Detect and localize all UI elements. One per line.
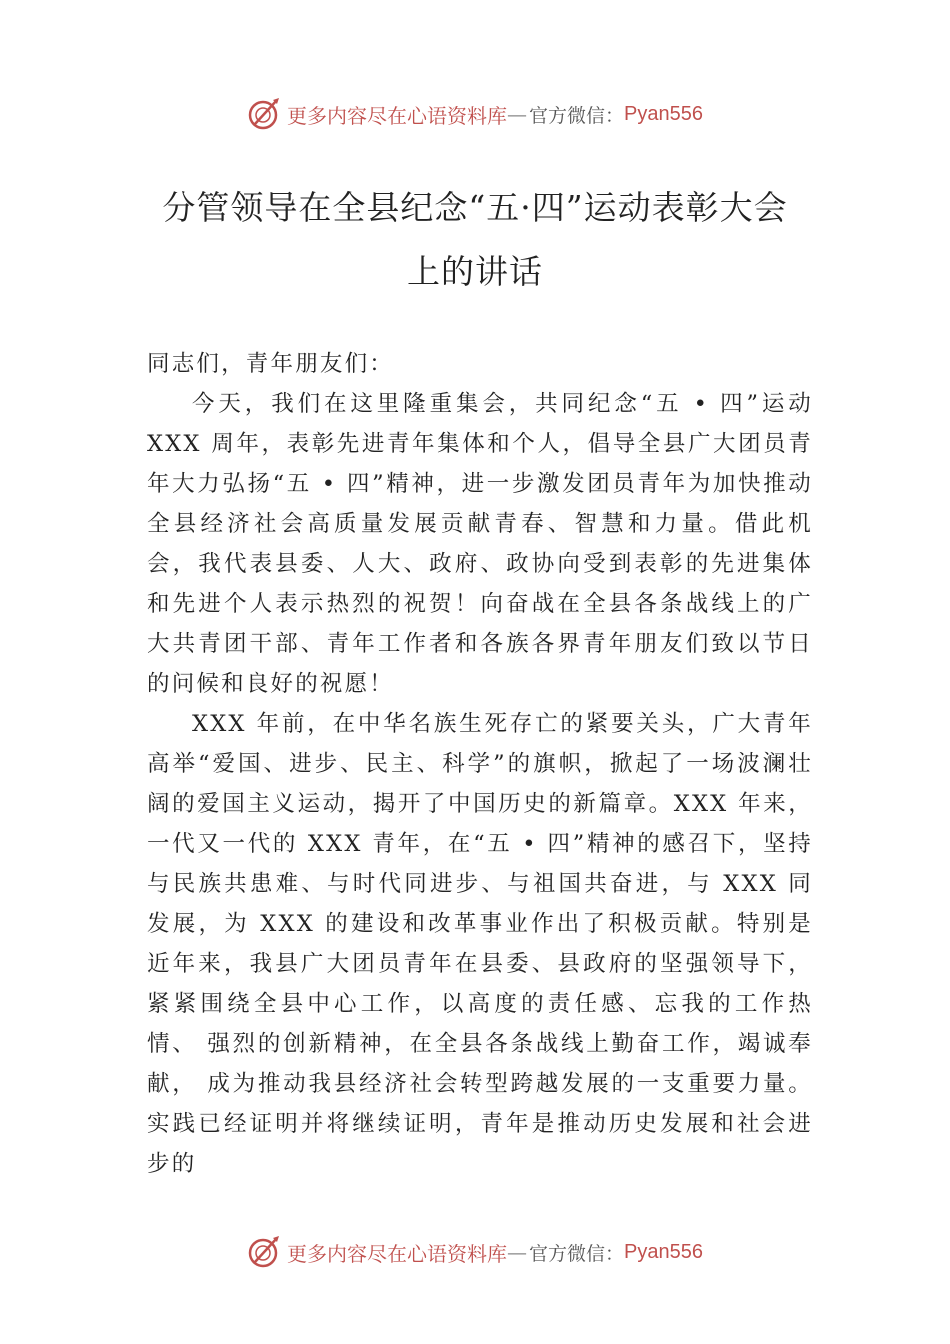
banner-separator: — bbox=[507, 1240, 527, 1264]
salutation: 同志们，青年朋友们： bbox=[147, 351, 395, 377]
title-line-1: 分管领导在全县纪念“五·四”运动表彰大会 bbox=[162, 188, 788, 227]
banner-slogan: 更多内容尽在心语资料库 bbox=[287, 103, 507, 128]
banner-wechat-id: Pyan556 bbox=[624, 102, 703, 125]
banner-separator: — bbox=[507, 102, 527, 126]
paragraph-1: 今天，我们在这里隆重集会，共同纪念“五 • 四”运动 XXX 周年，表彰先进青年集体和个人，倡导全县广大团员青年大力弘扬“五 • 四”精神，进一步激发团员青年为加快推动全县经济社会高质量发展贡献青春、智慧和力量。借此机会，我代表县委、人大、政府、政协向受到表彰的先进集体和先进个人表示热烈的祝贺！向奋战在全县各条战线上的广大共青团干部、青年工作者和各族各界青年朋友们致以节日的问候和良好的祝愿！ bbox=[147, 391, 813, 697]
banner-slogan: 更多内容尽在心语资料库 bbox=[287, 1241, 507, 1266]
header-banner bbox=[0, 94, 950, 134]
footer-banner bbox=[0, 1232, 950, 1272]
brand-logo-icon bbox=[247, 1234, 283, 1270]
document-body bbox=[147, 344, 813, 1184]
brand-logo-icon bbox=[247, 96, 283, 132]
banner-wechat-id: Pyan556 bbox=[624, 1240, 703, 1263]
title-line-2: 上的讲话 bbox=[407, 252, 543, 291]
banner-wechat-label: 官方微信： bbox=[529, 1242, 625, 1265]
paragraph-2: XXX 年前，在中华名族生死存亡的紧要关头，广大青年高举“爱国、进步、民主、科学”的旗帜，掀起了一场波澜壮阔的爱国主义运动，揭开了中国历史的新篇章。XXX 年来，一代又一代的 XXX 青年，在“五 • 四”精神的感召下，坚持与民族共患难、与时代同进步、与祖国共奋进，与 XXX 同发展，为 XXX 的建设和改革事业作出了积极贡献。特别是近年来，我县广大团员青年在县委、县政府的坚强领导下， 紧紧围绕全县中心工作，以高度的责任感、忘我的工作热情、 强烈的创新精神，在全县各条战线上勤奋工作，竭诚奉献， 成为推动我县经济社会转型跨越发展的一支重要力量。实践已经证明并将继续证明，青年是推动历史发展和社会进步的 bbox=[147, 711, 813, 1177]
document-title bbox=[130, 176, 820, 304]
banner-wechat-label: 官方微信： bbox=[529, 104, 625, 127]
